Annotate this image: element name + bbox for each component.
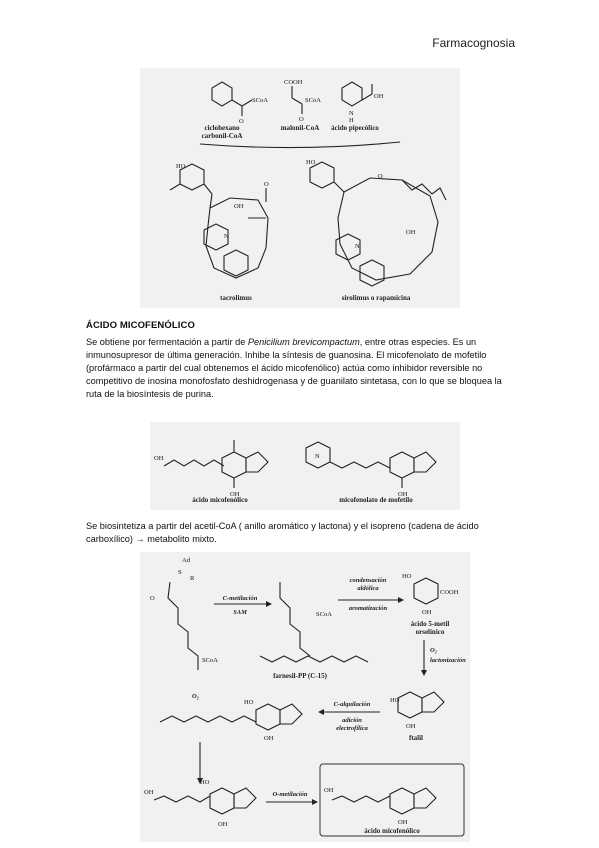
svg-text:ftalil: ftalil xyxy=(409,734,423,742)
svg-text:N: N xyxy=(349,110,354,117)
svg-text:O₂: O₂ xyxy=(430,647,437,654)
svg-text:OH: OH xyxy=(406,723,416,730)
svg-text:electrofílica: electrofílica xyxy=(336,725,368,732)
svg-text:N: N xyxy=(315,453,320,460)
svg-text:O: O xyxy=(378,173,383,180)
svg-text:OH: OH xyxy=(324,787,334,794)
svg-text:N: N xyxy=(224,233,229,240)
svg-text:HO: HO xyxy=(390,697,400,704)
svg-text:OH: OH xyxy=(230,491,240,498)
svg-text:OH: OH xyxy=(374,93,384,100)
svg-text:Ad: Ad xyxy=(182,557,190,564)
svg-text:SCoA: SCoA xyxy=(202,657,218,664)
svg-text:OH: OH xyxy=(154,455,164,462)
svg-text:OH: OH xyxy=(422,609,432,616)
svg-text:lactonización: lactonización xyxy=(430,657,466,664)
svg-text:S: S xyxy=(178,569,182,576)
svg-text:adición: adición xyxy=(342,717,362,724)
svg-text:orselínico: orselínico xyxy=(415,628,445,636)
svg-text:condensación: condensación xyxy=(349,577,387,584)
svg-text:HO: HO xyxy=(200,779,210,786)
svg-text:OH: OH xyxy=(406,229,416,236)
label-c-methylation: C-metilación xyxy=(222,595,258,602)
svg-text:SCoA: SCoA xyxy=(305,97,321,104)
svg-text:C-alquilación: C-alquilación xyxy=(333,701,371,708)
label-mycophenolic-acid: ácido micofenólico xyxy=(192,496,248,504)
label-cyclohexane-1: ciclohexano xyxy=(204,124,240,132)
svg-text:OH: OH xyxy=(398,819,408,826)
svg-text:HO: HO xyxy=(244,699,254,706)
label-pipecolic-acid: ácido pipecólico xyxy=(331,124,379,132)
svg-text:O: O xyxy=(264,181,269,188)
svg-text:OH: OH xyxy=(218,821,228,828)
svg-text:OH: OH xyxy=(264,735,274,742)
paragraph-1: Se obtiene por fermentación a partir de Penicilium brevicompactum, entre otras especies. Es un inmunosupresor de última generación. Inhibe la síntesis de guanosina. El micofenolato de mofetilo (profármaco a partir del cual obtenemos el ácido micofenólico) actúa como inhibidor reversible no competitivo de inosina monofosfato deshidrogenasa y de guanilato sintetasa, con lo que se bloquea la ruta de la biosíntesis de purina. xyxy=(86,337,502,399)
svg-text:aromatización: aromatización xyxy=(348,605,388,612)
svg-text:O₂: O₂ xyxy=(192,693,199,700)
svg-text:H: H xyxy=(349,117,354,124)
svg-text:O: O xyxy=(299,116,304,123)
species-name: Penicilium brevicompactum xyxy=(247,337,360,347)
figure-tacrolimus-sirolimus xyxy=(140,68,460,308)
svg-text:O: O xyxy=(150,595,155,602)
label-tacrolimus: tacrolimus xyxy=(220,294,252,302)
label-cyclohexane-2: carbonil-CoA xyxy=(201,132,243,140)
scoa-text: SCoA xyxy=(252,97,268,104)
label-sam: SAM xyxy=(233,609,247,616)
svg-text:O-metilación: O-metilación xyxy=(272,791,308,798)
svg-text:HO: HO xyxy=(176,163,186,170)
svg-text:COOH: COOH xyxy=(284,79,303,86)
section-heading: ÁCIDO MICOFENÓLICO xyxy=(86,320,195,331)
label-malonyl-coa: malonil-CoA xyxy=(280,124,320,132)
svg-text:R: R xyxy=(190,575,195,582)
label-sirolimus: sirolimus o rapamicina xyxy=(341,294,411,302)
label-mycophenolate-mofetil: micofenolato de mofetilo xyxy=(339,496,413,504)
svg-text:OH: OH xyxy=(144,789,154,796)
label-final-mycophenolic: ácido micofenólico xyxy=(364,827,420,835)
svg-text:OH: OH xyxy=(398,491,408,498)
paragraph-2: Se biosintetiza a partir del acetil-CoA ( anillo aromático y lactona) y el isopreno (cadena de ácido carboxílico) → metabolito mixto. xyxy=(86,521,479,544)
svg-text:HO: HO xyxy=(402,573,412,580)
figure-biosynthesis-scheme xyxy=(140,552,470,842)
svg-text:COOH: COOH xyxy=(440,589,459,596)
svg-text:aldólica: aldólica xyxy=(357,585,379,592)
svg-text:N: N xyxy=(355,243,360,250)
page-header-subject: Farmacognosia xyxy=(432,36,515,50)
svg-text:SCoA: SCoA xyxy=(316,611,332,618)
svg-text:HO: HO xyxy=(306,159,316,166)
svg-text:OH: OH xyxy=(234,203,244,210)
svg-text:farnesil-PP (C-15): farnesil-PP (C-15) xyxy=(273,672,327,680)
svg-text:ácido 5-metil: ácido 5-metil xyxy=(410,620,450,628)
figure-mycophenolic-acid xyxy=(150,422,460,510)
svg-text:O: O xyxy=(239,118,244,125)
